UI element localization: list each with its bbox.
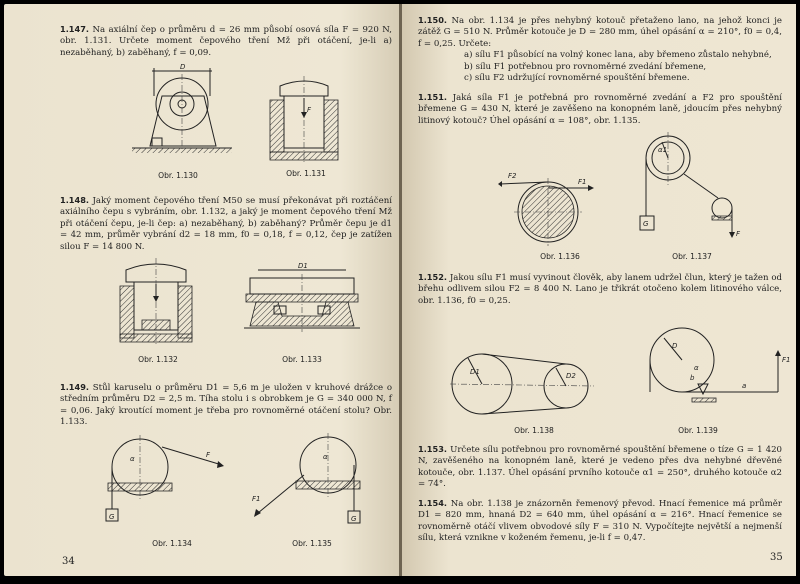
problem-item: a) sílu F1 působící na volný konec lana, aby břemeno zůstalo nehybné, [464, 50, 772, 61]
problem-number: 1.153. [418, 444, 448, 454]
label-alpha: α [323, 453, 328, 461]
label-alpha: α [694, 364, 699, 372]
problem-number: 1.154. [418, 498, 448, 508]
label-G: G [351, 515, 357, 523]
problem-item: c) sílu F2 udržující rovnoměrné spouštění břemene. [464, 73, 690, 84]
label-d: D [180, 63, 186, 71]
label-D: D [672, 342, 678, 350]
problem-text: Určete sílu potřebnou pro rovnoměrné spouštění břemene o tíze G = 1 420 N, zavěšeného na konopném laně, které je vedeno přes dva nehybné dřevěné kotouče, obr. 1.137. Úhel opásání prvního kotouče α1 = 250°, druhého kotouče α2 = 74°. [418, 445, 782, 490]
problem-number: 1.147. [60, 24, 90, 34]
figure-1-138 [448, 350, 598, 420]
problem-items [418, 50, 782, 84]
caption-1-130: Obr. 1.130 [158, 171, 198, 180]
problem-text: Na obr. 1.134 je přes nehybný kotouč přetaženo lano, na jehož konci je zátěž G = 510 N. Průměr kotouče je D = 280 mm, úhel opásání α = 210°, f0 = 0,4, f = 0,25. Určete: [418, 16, 782, 49]
figure-1-131 [270, 74, 340, 164]
left-page [4, 4, 400, 576]
caption-1-135: Obr. 1.135 [292, 539, 332, 548]
problem-1-148 [60, 195, 392, 253]
label-D1: D1 [298, 262, 308, 270]
figure-1-137 [628, 128, 748, 250]
label-alpha1: α1 [658, 146, 668, 154]
problem-text: Stůl karuselu o průměru D1 = 5,6 m je uložen v kruhové drážce o středním průměru D2 = 2,5 m. Tíha stolu i s obrobkem je G = 340 000 N, f = 0,06. Jaký kroutící moment je třeba pro rovnoměrné otáčení stolu? Obr. 1.133. [60, 383, 392, 428]
page-number: 34 [62, 556, 75, 567]
problem-1-149 [60, 382, 392, 429]
label-F: F [206, 451, 211, 459]
label-F: F [736, 230, 741, 238]
problem-text: Jaký moment čepového tření M50 se musí překonávat při roztáčení axiálního čepu s vybráním, obr. 1.132, a jaký je moment čepového tření Mž při otáčení čepu, je-li čep: a) nezaběhaný, b) zaběhaný? Průměr čepu je d1 = 42 mm, průměr vybrání d2 = 18 mm, f0 = 0,18, f = 0,12, čep je zatížen silou F = 14 800 N. [60, 196, 392, 252]
problem-number: 1.148. [60, 195, 90, 205]
label-alpha: α [130, 455, 135, 463]
label-F1: F1 [252, 495, 261, 503]
problem-1-153 [418, 444, 782, 491]
caption-1-138: Obr. 1.138 [514, 426, 554, 435]
problem-number: 1.152. [418, 272, 448, 282]
label-F2: F2 [508, 172, 517, 180]
figure-1-130 [132, 63, 232, 161]
figure-1-132 [120, 256, 192, 344]
figure-1-139 [632, 322, 792, 422]
problem-1-154 [418, 498, 782, 545]
problem-item: b) sílu F1 potřebnou pro rovnoměrné zvedání břemene, [464, 61, 707, 72]
page-number: 35 [770, 552, 783, 563]
problem-1-147 [60, 24, 392, 59]
caption-1-134: Obr. 1.134 [152, 539, 192, 548]
caption-1-131: Obr. 1.131 [286, 169, 326, 178]
caption-1-132: Obr. 1.132 [138, 355, 178, 364]
label-G: G [109, 513, 115, 521]
problem-number: 1.149. [60, 382, 90, 392]
caption-1-139: Obr. 1.139 [678, 426, 718, 435]
problem-1-150 [418, 15, 782, 84]
label-b: b [690, 374, 695, 382]
caption-1-136: Obr. 1.136 [540, 252, 580, 261]
problem-text: Jaká síla F1 je potřebná pro rovnoměrné zvedání a F2 pro spouštění břemene G = 430 N, které je zavěšeno na konopném laně, jdoucím přes nehybný litinový kotouč? Úhel opásání α = 108°, obr. 1.135. [418, 93, 782, 126]
label-F: F [307, 106, 312, 114]
figure-1-133 [242, 262, 362, 336]
label-D2: D2 [566, 372, 576, 380]
problem-text: Na obr. 1.138 je znázorněn řemenový převod. Hnací řemenice má průměr D1 = 820 mm, hnaná D2 = 640 mm, úhel opásání α = 216°. Hnací řemenice se rovnoměrně otáčí vlivem obvodové síly F = 310 N. Vypočítejte největší a nejmenší sílu, která vznikne v koženém řemenu, je-li f = 0,47. [418, 499, 782, 544]
label-G: G [643, 220, 649, 228]
figure-1-135 [248, 429, 378, 534]
problem-1-151 [418, 92, 782, 127]
label-a: a [742, 382, 747, 390]
figure-1-136 [498, 170, 598, 244]
caption-1-137: Obr. 1.137 [672, 252, 712, 261]
problem-number: 1.151. [418, 92, 448, 102]
label-F1: F1 [782, 356, 791, 364]
figure-1-134 [100, 429, 230, 534]
label-F1: F1 [578, 178, 587, 186]
problem-1-152 [418, 272, 782, 307]
problem-text: Jakou sílu F1 musí vyvinout člověk, aby lanem udržel člun, který je tažen od břehu odlivem silou F2 = 8 400 N. Lano je třikrát otočeno kolem litinového válce, obr. 1.136, f0 = 0,25. [418, 273, 783, 306]
problem-text: Na axiální čep o průměru d = 26 mm působí osová síla F = 920 N, obr. 1.131. Určete moment čepového tření Mž při otáčení, je-li a) nezaběhaný, b) zaběhaný, f = 0,09. [60, 25, 393, 58]
problem-number: 1.150. [418, 15, 448, 25]
right-page [402, 4, 796, 576]
label-D1: D1 [470, 368, 480, 376]
caption-1-133: Obr. 1.133 [282, 355, 322, 364]
